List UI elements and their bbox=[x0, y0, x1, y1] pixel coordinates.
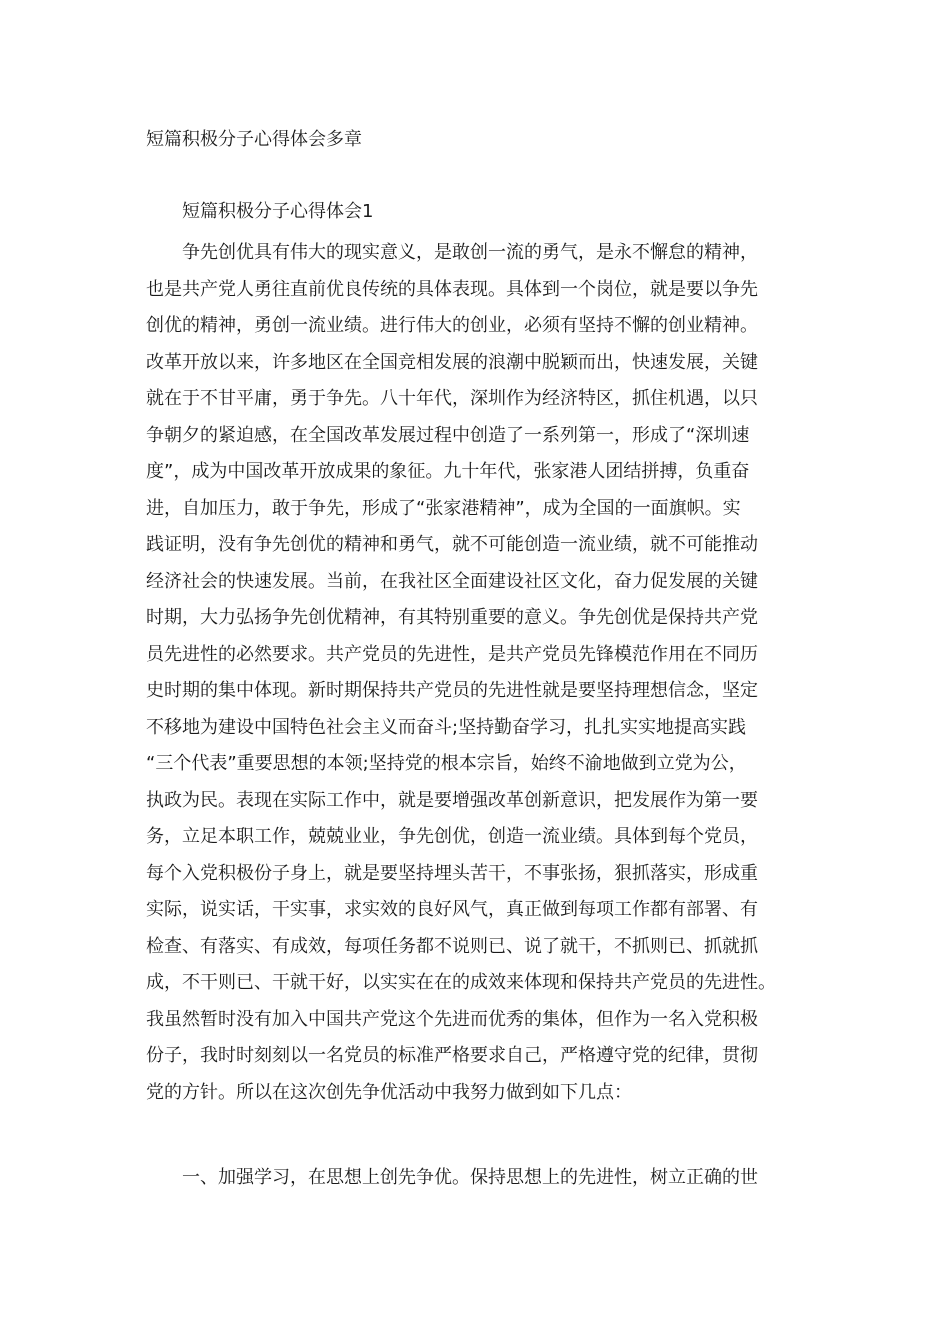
paragraph-line: 也是共产党人勇往直前优良传统的具体表现。具体到一个岗位，就是要以争先 bbox=[146, 278, 758, 300]
paragraph-line: 我虽然暂时没有加入中国共产党这个先进而优秀的集体，但作为一名入党积极 bbox=[146, 1008, 758, 1030]
paragraph-line: 时期，大力弘扬争先创优精神，有其特别重要的意义。争先创优是保持共产党 bbox=[146, 607, 758, 628]
paragraph-body bbox=[146, 235, 826, 1111]
point-one-line: 一、加强学习，在思想上创先争优。保持思想上的先进性，树立正确的世 bbox=[182, 1167, 758, 1188]
paragraph-line: 执政为民。表现在实际工作中，就是要增强改革创新意识，把发展作为第一要 bbox=[146, 789, 758, 811]
paragraph-line: 务，立足本职工作，兢兢业业，争先创优，创造一流业绩。具体到每个党员， bbox=[146, 826, 758, 847]
paragraph-line: 实际，说实话，干实事，求实效的良好风气，真正做到每项工作都有部署、有 bbox=[146, 899, 758, 920]
paragraph-line: 就在于不甘平庸，勇于争先。八十年代，深圳作为经济特区，抓住机遇，以只 bbox=[146, 388, 758, 409]
document-title: 短篇积极分子心得体会多章 bbox=[146, 129, 362, 150]
paragraph-line: 争朝夕的紧迫感，在全国改革发展过程中创造了一系列第一，形成了“深圳速 bbox=[146, 424, 750, 446]
paragraph-line: 践证明，没有争先创优的精神和勇气，就不可能创造一流业绩，就不可能推动 bbox=[146, 534, 758, 555]
paragraph-line: 度”，成为中国改革开放成果的象征。九十年代，张家港人团结拼搏，负重奋 bbox=[146, 461, 750, 482]
paragraph-line: 创优的精神，勇创一流业绩。进行伟大的创业，必须有坚持不懈的创业精神。 bbox=[146, 315, 758, 336]
paragraph-line: 史时期的集中体现。新时期保持共产党员的先进性就是要坚持理想信念，坚定 bbox=[146, 680, 758, 701]
paragraph-line: 检查、有落实、有成效，每项任务都不说则已、说了就干，不抓则已、抓就抓 bbox=[146, 935, 758, 957]
paragraph-line: 份子，我时时刻刻以一名党员的标准严格要求自己，严格遵守党的纪律，贯彻 bbox=[146, 1045, 758, 1066]
paragraph-line: 不移地为建设中国特色社会主义而奋斗;坚持勤奋学习，扎扎实实地提高实践 bbox=[146, 716, 747, 738]
paragraph-line: 经济社会的快速发展。当前，在我社区全面建设社区文化，奋力促发展的关键 bbox=[146, 570, 758, 592]
paragraph-line: 成，不干则已、干就干好，以实实在在的成效来体现和保持共产党员的先进性。 bbox=[146, 972, 776, 993]
paragraph-line: 员先进性的必然要求。共产党员的先进性，是共产党员先锋模范作用在不同历 bbox=[146, 643, 758, 665]
paragraph-line: 党的方针。所以在这次创先争优活动中我努力做到如下几点： bbox=[146, 1081, 632, 1103]
paragraph-line: 进，自加压力，敢于争先，形成了“张家港精神”，成为全国的一面旗帜。实 bbox=[146, 497, 741, 519]
section-heading: 短篇积极分子心得体会1 bbox=[182, 201, 374, 222]
paragraph-line: “三个代表”重要思想的本领;坚持党的根本宗旨，始终不渝地做到立党为公， bbox=[146, 753, 747, 774]
paragraph-line: 每个入党积极份子身上，就是要坚持埋头苦干，不事张扬，狠抓落实，形成重 bbox=[146, 862, 758, 884]
paragraph-line: 改革开放以来，许多地区在全国竞相发展的浪潮中脱颖而出，快速发展，关键 bbox=[146, 351, 758, 373]
paragraph-line: 争先创优具有伟大的现实意义，是敢创一流的勇气，是永不懈怠的精神， bbox=[182, 242, 758, 263]
